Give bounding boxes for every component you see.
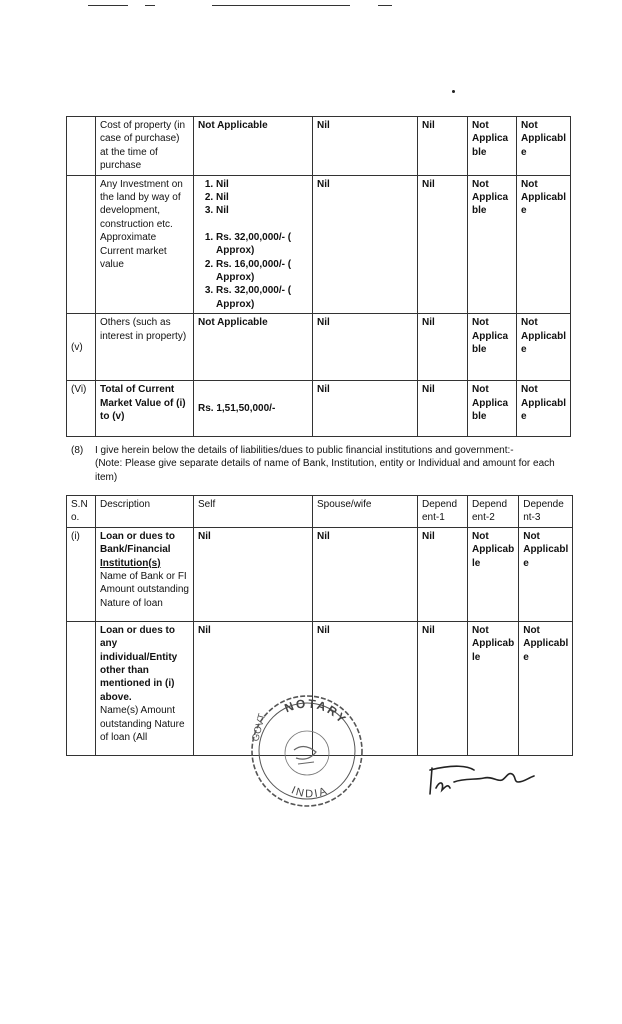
section-note: (Note: Please give separate details of name of Bank, Institution, entity or Individual and amount for each item) [95,458,555,483]
investment-list [198,178,308,218]
description-cell: Any Investment on the land by way of development, construction etc. Approximate Current market value [96,175,194,314]
description-cell: Cost of property (in case of purchase) at the time of purchase [96,117,194,176]
header-sno: S.N o. [67,496,96,528]
self-cell: Rs. 1,51,50,000/- [194,381,313,437]
self-cell [194,175,313,314]
description-bold: Loan or dues to any individual/Entity other than mentioned in (i) above. [100,624,178,703]
section-8 [71,444,571,484]
self-cell: Not Applicable [194,314,313,381]
header-self: Self [194,496,313,528]
header-dependent2: Depend ent-2 [468,496,519,528]
list-item: 1. Nil [216,178,308,191]
sno-cell [67,117,96,176]
dependent1-cell: Nil [418,314,468,381]
dependent3-cell: Not Applicabl e [519,621,573,755]
stamp-text-bottom: INDIA [289,784,331,801]
section-number: (8) [71,445,84,456]
scan-line [212,5,350,6]
table-row [67,527,573,621]
dependent2-cell: Not Applica ble [468,175,517,314]
dependent2-cell: Not Applica ble [468,117,517,176]
list-item: 1. Rs. 32,00,000/- ( Approx) [216,231,308,258]
table-row [67,381,571,437]
dependent1-cell: Nil [418,175,468,314]
description-cell: Total of Current Market Value of (i) to (v) [96,381,194,437]
table-row [67,175,571,314]
description-bold: Loan or dues to Bank/Financial [100,530,175,556]
sno-cell: (i) [67,527,96,621]
table-row [67,314,571,381]
dependent1-cell: Nil [418,117,468,176]
dependent3-cell: Not Applicabl e [517,117,571,176]
assets-table [66,116,571,437]
dependent3-cell: Not Applicabl e [517,314,571,381]
sno-cell [67,621,96,755]
description-plain: Name(s) Amount outstanding Nature of loan (All [100,705,185,744]
description-bold-underlined: Institution(s) [100,557,161,569]
dependent3-cell: Not Applicabl e [519,527,573,621]
dependent1-cell: Nil [418,527,468,621]
header-description: Description [96,496,194,528]
dependent2-cell: Not Applica ble [468,381,517,437]
self-cell: Nil [194,621,313,755]
dependent3-cell: Not Applicabl e [517,175,571,314]
spouse-cell: Nil [313,314,418,381]
scan-line [88,5,128,6]
list-item: 3. Rs. 32,00,000/- ( Approx) [216,284,308,311]
list-item: 2. Rs. 16,00,000/- ( Approx) [216,258,308,285]
spouse-cell: Nil [313,381,418,437]
scan-line [378,5,392,6]
dependent2-cell: Not Applicab le [468,527,519,621]
header-dependent3: Depende nt-3 [519,496,573,528]
self-cell: Not Applicable [194,117,313,176]
sno-cell: (Vi) [67,381,96,437]
list-item: 3. Nil [216,204,308,217]
dependent3-cell: Not Applicabl e [517,381,571,437]
header-spouse: Spouse/wife [313,496,418,528]
stamp-inner-mark [294,746,316,759]
spouse-cell: Nil [313,621,418,755]
description-cell [96,621,194,755]
table-header-row [67,496,573,528]
list-item: 2. Nil [216,191,308,204]
value-list [198,231,308,311]
description-cell [96,527,194,621]
notary-stamp [246,690,368,812]
scan-speck [452,90,455,93]
self-cell: Nil [194,527,313,621]
description-cell: Others (such as interest in property) [96,314,194,381]
header-dependent1: Depend ent-1 [418,496,468,528]
section-text: I give herein below the details of liabilities/dues to public financial institutions and government:- [95,445,514,456]
sno-cell: (v) [67,314,96,381]
dependent2-cell: Not Applica ble [468,314,517,381]
sno-cell [67,175,96,314]
spouse-cell: Nil [313,117,418,176]
spouse-cell: Nil [313,175,418,314]
description-plain: Name of Bank or FI Amount outstanding Nature of loan [100,571,189,609]
dependent1-cell: Nil [418,381,468,437]
stamp-inner-mark [298,762,314,764]
stamp-text-top: NOTARY [282,696,350,727]
signature [424,758,536,800]
spouse-cell: Nil [313,527,418,621]
dependent2-cell: Not Applicab le [468,621,519,755]
stamp-text-left: GOVT [250,712,269,743]
dependent1-cell: Nil [418,621,468,755]
table-row [67,117,571,176]
scan-line [145,5,155,6]
